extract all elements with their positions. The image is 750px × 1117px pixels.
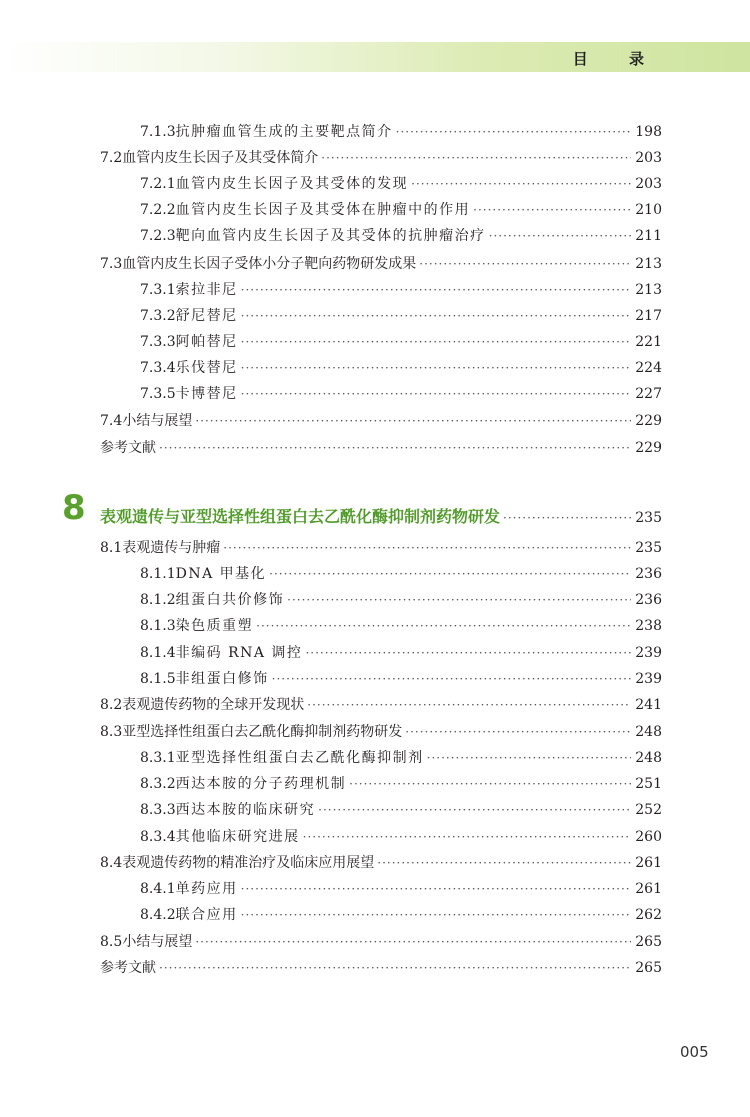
toc-entry[interactable] (140, 800, 662, 820)
toc-entry-title: 血管内皮生长因子及其受体的发现 (175, 176, 409, 192)
toc-entry[interactable] (100, 254, 662, 274)
toc-entry-page: 241 (635, 697, 662, 713)
dot-leader (241, 384, 632, 404)
toc-entry-page: 221 (635, 334, 662, 350)
toc-entry-title: 非编码 RNA 调控 (175, 645, 303, 661)
dot-leader (241, 358, 632, 378)
chapter-page: 235 (635, 510, 662, 526)
toc-entry-number: 8.3.3 (140, 802, 176, 818)
toc-entry[interactable] (100, 932, 662, 952)
toc-entry-title: 联合应用 (175, 907, 238, 923)
dot-leader (419, 254, 631, 274)
toc-entry-title: DNA 甲基化 (175, 566, 267, 582)
toc-entry-number: 7.3.4 (140, 360, 176, 376)
toc-entry-title: 非组蛋白修饰 (175, 671, 269, 687)
toc-entry-number: 8.1.2 (140, 592, 176, 608)
toc-entry-title: 表观遗传与肿瘤 (122, 540, 221, 556)
dot-leader (195, 932, 631, 952)
toc-entry[interactable] (100, 538, 662, 558)
toc-entry-page: 260 (635, 829, 662, 845)
toc-entry-title: 乐伐替尼 (175, 360, 238, 376)
toc-entry-page: 262 (635, 907, 662, 923)
toc-entry-title: 靶向血管内皮生长因子及其受体的抗肿瘤治疗 (175, 228, 486, 244)
dot-leader (272, 669, 632, 689)
dot-leader (349, 774, 631, 794)
toc-entry-references[interactable] (100, 958, 662, 978)
dot-leader (223, 538, 631, 558)
dot-leader (241, 905, 632, 925)
toc-entry[interactable] (140, 358, 662, 378)
toc-entry-title: 舒尼替尼 (175, 308, 238, 324)
toc-entry-title: 亚型选择性组蛋白去乙酰化酶抑制剂 (175, 750, 424, 766)
dot-leader (241, 306, 632, 326)
toc-entry-page: 211 (635, 228, 662, 244)
toc-entry[interactable] (140, 280, 662, 300)
toc-entry-title: 参考文献 (100, 440, 156, 456)
toc-entry-page: 261 (635, 881, 662, 897)
toc-entry[interactable] (140, 616, 662, 636)
running-header-title: 目 录 (572, 50, 662, 68)
dot-leader (269, 564, 631, 584)
toc-entry-number: 7.4 (100, 413, 123, 429)
toc-entry-number: 8.4 (100, 855, 123, 871)
toc-entry-title: 西达本胺的分子药理机制 (175, 776, 347, 792)
toc-entry-page: 213 (635, 256, 662, 272)
dot-leader (256, 616, 631, 636)
toc-entry-title: 阿帕替尼 (175, 334, 238, 350)
toc-entry[interactable] (140, 332, 662, 352)
toc-entry[interactable] (140, 905, 662, 925)
toc-entry-title: 其他临床研究进展 (175, 829, 300, 845)
toc-entry-title: 参考文献 (100, 960, 156, 976)
toc-entry-page: 213 (635, 282, 662, 298)
toc-entry[interactable] (100, 411, 662, 431)
toc-entry-title: 抗肿瘤血管生成的主要靶点简介 (175, 124, 393, 140)
toc-entry[interactable] (140, 669, 662, 689)
toc-entry-title: 小结与展望 (122, 413, 193, 429)
toc-entry-title: 西达本胺的临床研究 (175, 802, 316, 818)
toc-entry[interactable] (140, 174, 662, 194)
dot-leader (305, 643, 631, 663)
dot-leader (321, 148, 631, 168)
toc-entry-page: 265 (635, 934, 662, 950)
dot-leader (318, 800, 631, 820)
chapter-title: 表观遗传与亚型选择性组蛋白去乙酰化酶抑制剂药物研发 (100, 507, 501, 526)
toc-entry-number: 8.1 (100, 540, 123, 556)
toc-entry-number: 8.3.2 (140, 776, 176, 792)
toc-entry-number: 7.1.3 (140, 124, 176, 140)
dot-leader (241, 879, 632, 899)
dot-leader (159, 958, 631, 978)
toc-entry-number: 7.3.1 (140, 282, 176, 298)
toc-entry-number: 8.1.5 (140, 671, 176, 687)
toc-entry[interactable] (140, 306, 662, 326)
toc-entry[interactable] (140, 748, 662, 768)
toc-entry[interactable] (100, 148, 662, 168)
dot-leader (307, 695, 631, 715)
dot-leader (377, 853, 631, 873)
toc-entry-title: 表观遗传药物的全球开发现状 (122, 697, 305, 713)
toc-entry-page: 224 (635, 360, 662, 376)
toc-entry[interactable] (140, 384, 662, 404)
dot-leader (405, 722, 631, 742)
toc-entry-page: 217 (635, 308, 662, 324)
toc-entry-page: 235 (635, 540, 662, 556)
toc-entry-page: 236 (635, 592, 662, 608)
toc-entry[interactable] (140, 643, 662, 663)
toc-entry-page: 236 (635, 566, 662, 582)
dot-leader (396, 122, 632, 142)
toc-entry-page: 210 (635, 202, 662, 218)
toc-entry-number: 7.2.2 (140, 202, 176, 218)
toc-entry-title: 卡博替尼 (175, 386, 238, 402)
toc-entry[interactable] (100, 695, 662, 715)
toc-entry-page: 239 (635, 671, 662, 687)
toc-entry[interactable] (140, 200, 662, 220)
dot-leader (411, 174, 631, 194)
toc-entry-page: 203 (635, 176, 662, 192)
dot-leader (427, 748, 632, 768)
toc-entry-title: 血管内皮生长因子及其受体简介 (122, 150, 319, 166)
toc-entry[interactable] (140, 590, 662, 610)
chapter-heading[interactable] (100, 507, 662, 527)
toc-entry-page: 229 (635, 440, 662, 456)
toc-entry-page: 252 (635, 802, 662, 818)
toc-entry-page: 248 (635, 750, 662, 766)
toc-entry-number: 8.2 (100, 697, 123, 713)
toc-entry-number: 7.2 (100, 150, 123, 166)
toc-entry-number: 8.4.1 (140, 881, 176, 897)
dot-leader (473, 200, 631, 220)
dot-leader (241, 332, 632, 352)
toc-entry-page: 229 (635, 413, 662, 429)
toc-entry-number: 8.3.1 (140, 750, 176, 766)
dot-leader (195, 411, 631, 431)
dot-leader (159, 438, 631, 458)
toc-entry-title: 单药应用 (175, 881, 238, 897)
toc-entry-title: 亚型选择性组蛋白去乙酰化酶抑制剂药物研发 (122, 724, 403, 740)
chapter-number: 8 (62, 488, 86, 528)
toc-entry-page: 261 (635, 855, 662, 871)
toc-entry[interactable] (140, 122, 662, 142)
toc-entry-number: 7.3.5 (140, 386, 176, 402)
toc-entry[interactable] (140, 226, 662, 246)
toc-entry-number: 8.3.4 (140, 829, 176, 845)
toc-entry-title: 小结与展望 (122, 934, 193, 950)
toc-entry[interactable] (100, 853, 662, 873)
toc-entry-page: 251 (635, 776, 662, 792)
toc-entry-title: 索拉非尼 (175, 282, 238, 298)
toc-entry-title: 表观遗传药物的精准治疗及临床应用展望 (122, 855, 375, 871)
toc-entry[interactable] (140, 564, 662, 584)
toc-entry-page: 239 (635, 645, 662, 661)
dot-leader (489, 226, 632, 246)
toc-entry-number: 8.5 (100, 934, 123, 950)
toc-entry-number: 7.2.1 (140, 176, 176, 192)
toc-entry-number: 8.4.2 (140, 907, 176, 923)
toc-entry-number: 8.1.1 (140, 566, 176, 582)
toc-entry-number: 8.1.3 (140, 618, 176, 634)
toc-entry-title: 染色质重塑 (175, 618, 254, 634)
toc-entry-number: 7.3 (100, 256, 123, 272)
toc-entry-number: 7.2.3 (140, 228, 176, 244)
toc-entry-number: 7.3.3 (140, 334, 176, 350)
toc-entry[interactable] (140, 774, 662, 794)
toc-entry-page: 238 (635, 618, 662, 634)
dot-leader (241, 280, 632, 300)
dot-leader (287, 590, 631, 610)
page-number: 005 (680, 1043, 709, 1061)
toc-entry-page: 198 (635, 124, 662, 140)
toc-entry-references[interactable] (100, 438, 662, 458)
toc-entry-number: 8.1.4 (140, 645, 176, 661)
toc-entry-page: 227 (635, 386, 662, 402)
toc-entry-title: 血管内皮生长因子受体小分子靶向药物研发成果 (122, 256, 417, 272)
toc-entry[interactable] (140, 827, 662, 847)
toc-entry-page: 203 (635, 150, 662, 166)
toc-entry-page: 265 (635, 960, 662, 976)
dot-leader (503, 508, 631, 528)
toc-entry[interactable] (100, 722, 662, 742)
toc-entry-title: 血管内皮生长因子及其受体在肿瘤中的作用 (175, 202, 471, 218)
toc-entry-page: 248 (635, 724, 662, 740)
toc-entry-number: 8.3 (100, 724, 123, 740)
toc-entry-title: 组蛋白共价修饰 (175, 592, 285, 608)
dot-leader (303, 827, 632, 847)
toc-entry[interactable] (140, 879, 662, 899)
toc-entry-number: 7.3.2 (140, 308, 176, 324)
